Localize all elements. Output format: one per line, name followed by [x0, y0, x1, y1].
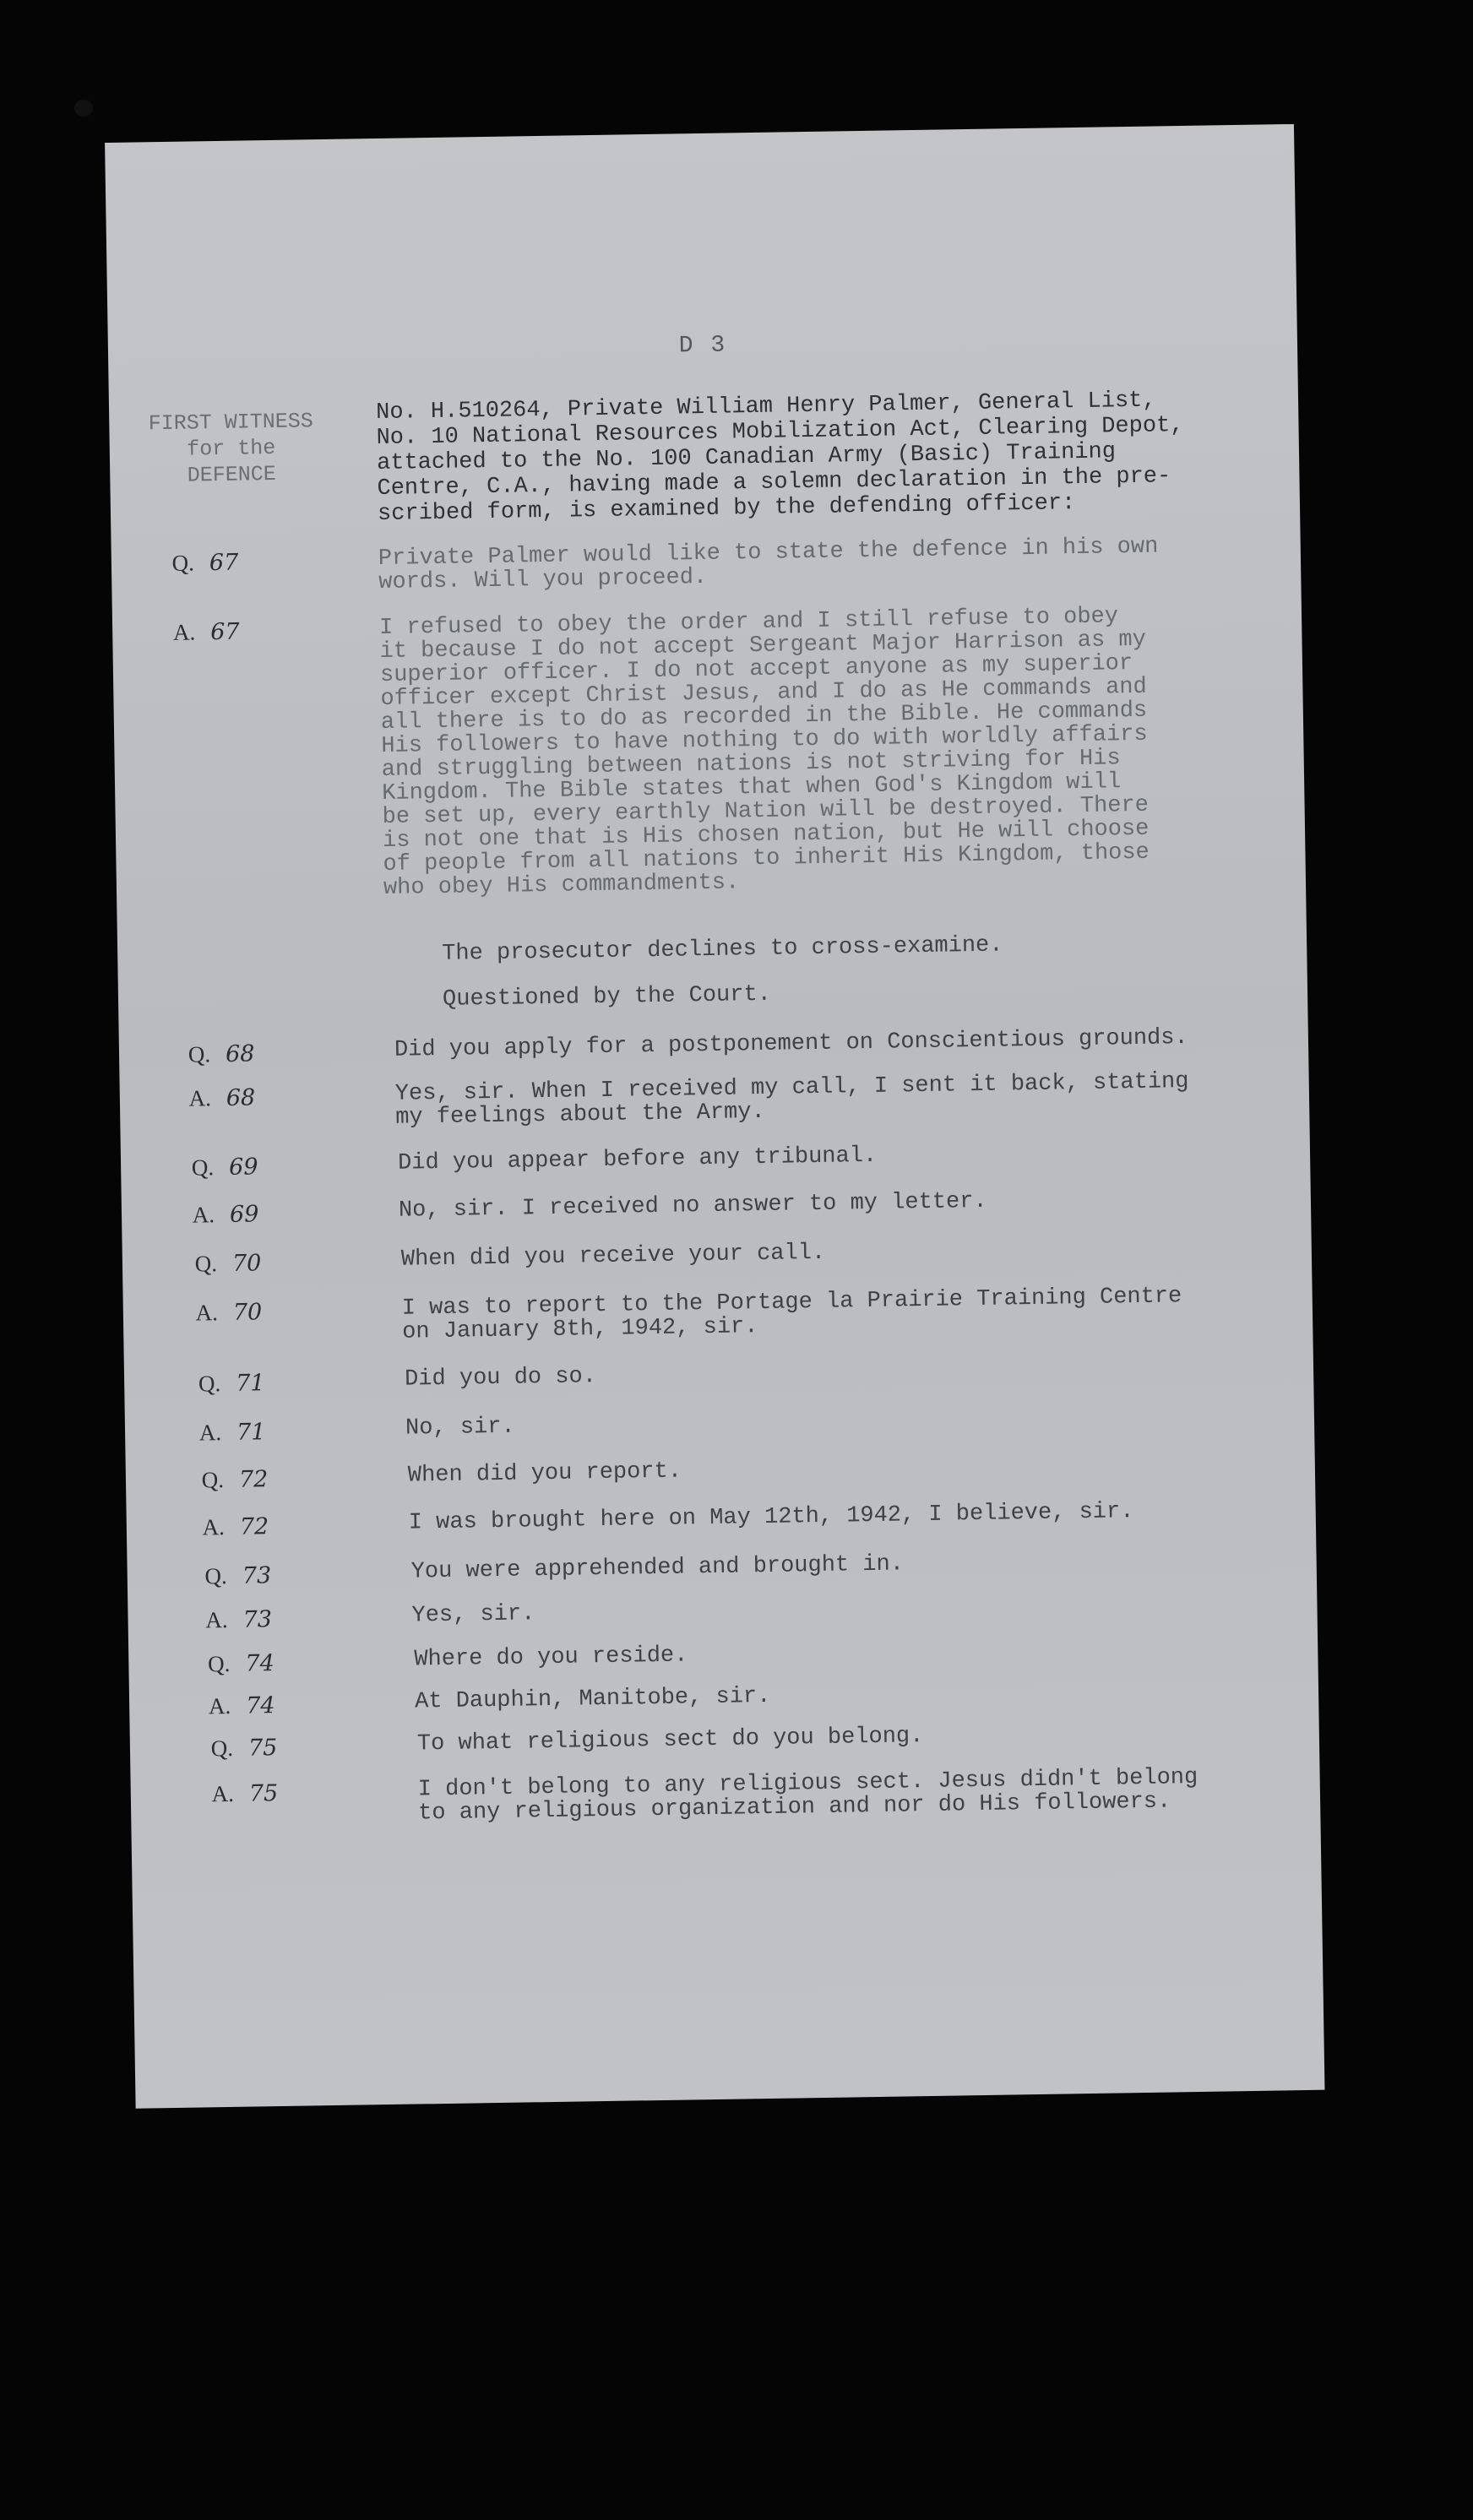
answer-label: A.: [211, 1780, 235, 1807]
answer-label: A.: [208, 1692, 231, 1719]
question-text: Did you apply for a postponement on Conscientious grounds.: [394, 1025, 1188, 1063]
question-label: Q.: [188, 1041, 211, 1067]
question-marker: [173, 1038, 427, 1068]
answer-marker: [177, 1198, 431, 1229]
answer-marker: [181, 1296, 434, 1327]
answer-text: I don't belong to any religious sect. Jesus didn't belong to any religious organization and nor do His followers.: [417, 1764, 1199, 1827]
question-label: Q.: [191, 1154, 215, 1181]
question-number: 67: [209, 549, 239, 577]
question-text: When did you receive your call.: [400, 1240, 826, 1273]
answer-number: 72: [239, 1513, 269, 1540]
question-marker: [183, 1367, 437, 1398]
document-page: [105, 124, 1324, 2109]
question-label: Q.: [198, 1371, 221, 1397]
question-row: [122, 1234, 1312, 1277]
answer-marker: [184, 1416, 438, 1447]
answer-row: [129, 1676, 1318, 1719]
question-marker: [187, 1464, 440, 1494]
answer-marker: [190, 1604, 443, 1634]
prosecutor-note: The prosecutor declines to cross-examine.: [441, 932, 1003, 967]
answer-label: A.: [188, 1085, 212, 1111]
answer-marker: [197, 1778, 450, 1808]
answer-marker: [193, 1690, 447, 1720]
question-row: [111, 533, 1301, 596]
answer-row: [112, 602, 1302, 901]
question-row: [124, 1354, 1313, 1397]
page-number: D 3: [678, 332, 727, 360]
answer-row: [123, 1283, 1313, 1345]
question-number: 74: [245, 1650, 274, 1677]
question-text: Where do you reside.: [414, 1643, 688, 1673]
question-row: [128, 1634, 1318, 1677]
question-label: Q.: [204, 1562, 227, 1589]
answer-marker: [158, 616, 411, 646]
answer-row: [127, 1497, 1316, 1540]
question-text: To what religious sect do you belong.: [416, 1724, 924, 1757]
answer-marker: [174, 1082, 427, 1112]
answer-row: [128, 1590, 1317, 1633]
witness-introduction: No. H.510264, Private William Henry Palmer, General List, No. 10 National Resources Mobilization Act, Clearing Depot, attached to the No. 100 Canadian Army (Basic) Training Centre, C.A., having made a solemn declaration in the pre- scribed form, is examined by the defending officer:: [375, 388, 1184, 528]
question-number: 72: [238, 1466, 269, 1493]
question-label: Q.: [171, 550, 195, 576]
question-row: [130, 1719, 1319, 1762]
answer-text: I was to report to the Portage la Prairie Training Centre on January 8th, 1942, sir.: [401, 1284, 1182, 1345]
question-row: [126, 1450, 1315, 1493]
question-number: 69: [228, 1154, 258, 1181]
question-number: 71: [235, 1370, 265, 1397]
side-heading-line: FIRST WITNESS: [148, 409, 314, 437]
answer-number: 73: [242, 1606, 273, 1633]
answer-number: 70: [232, 1299, 263, 1326]
question-marker: [193, 1648, 446, 1678]
question-marker: [196, 1732, 449, 1762]
question-number: 73: [242, 1562, 272, 1589]
answer-number: 69: [229, 1201, 259, 1228]
question-number: 68: [225, 1040, 255, 1067]
question-row: [121, 1138, 1310, 1181]
question-marker: [190, 1560, 443, 1590]
side-heading-line: for the: [187, 435, 276, 462]
question-number: 70: [231, 1250, 262, 1277]
ink-blot: [74, 100, 93, 117]
answer-text: I refused to obey the order and I still refuse to obey it because I do not accept Sergeant Major Harrison as my superior officer. I do not accept anyone as my superior officer except Christ Jesus, and I do as He commands and all there is to do as recorded in the Bible. He commands His followers to have nothing to do with worldly affairs and struggling between nations is not striving for His Kingdom. The Bible states that when God's Kingdom will be set up, every earthly Nation will be destroyed. There is not one that is His chosen nation, but He will choose of people from all nations to inherit His Kingdom, those who obey His commandments.: [378, 604, 1150, 901]
answer-label: A.: [205, 1606, 228, 1633]
question-row: [128, 1546, 1317, 1589]
question-text: You were apprehended and brought in.: [410, 1551, 905, 1585]
question-label: Q.: [207, 1650, 231, 1677]
answer-text: I was brought here on May 12th, 1942, I believe, sir.: [408, 1499, 1134, 1536]
answer-number: 68: [226, 1084, 256, 1111]
side-heading-line: DEFENCE: [187, 461, 277, 488]
side-heading: [121, 408, 341, 490]
answer-text: Yes, sir. When I received my call, I sent it back, stating my feelings about the Army.: [394, 1069, 1189, 1131]
answer-label: A.: [202, 1514, 226, 1540]
answer-label: A.: [172, 619, 196, 645]
answer-number: 74: [245, 1692, 275, 1719]
answer-row: [131, 1764, 1320, 1827]
answer-marker: [188, 1511, 441, 1541]
answer-number: 75: [248, 1780, 279, 1807]
answer-number: 67: [209, 618, 240, 646]
question-label: Q.: [210, 1735, 234, 1762]
answer-label: A.: [198, 1420, 222, 1446]
question-text: Did you do so.: [404, 1364, 597, 1393]
answer-row: [122, 1185, 1311, 1228]
question-text: When did you report.: [407, 1458, 682, 1489]
question-marker: [177, 1151, 430, 1181]
question-row: [119, 1024, 1308, 1067]
answer-label: A.: [195, 1300, 219, 1326]
question-label: Q.: [194, 1251, 218, 1277]
question-marker: [157, 546, 410, 577]
answer-text: No, sir. I received no answer to my letter.: [398, 1188, 987, 1224]
court-note: Questioned by the Court.: [442, 981, 772, 1013]
question-label: Q.: [201, 1467, 225, 1493]
answer-row: [120, 1068, 1309, 1131]
question-number: 75: [247, 1735, 278, 1762]
question-text: Did you appear before any tribunal.: [397, 1143, 878, 1176]
question-text: Private Palmer would like to state the defence in his own words. Will you proceed.: [378, 534, 1159, 596]
answer-number: 71: [236, 1419, 266, 1446]
answer-label: A.: [192, 1202, 215, 1228]
answer-text: Yes, sir.: [411, 1601, 535, 1629]
answer-text: No, sir.: [405, 1414, 515, 1442]
answer-row: [125, 1403, 1314, 1446]
question-marker: [180, 1247, 433, 1278]
answer-text: At Dauphin, Manitobe, sir.: [414, 1683, 771, 1715]
